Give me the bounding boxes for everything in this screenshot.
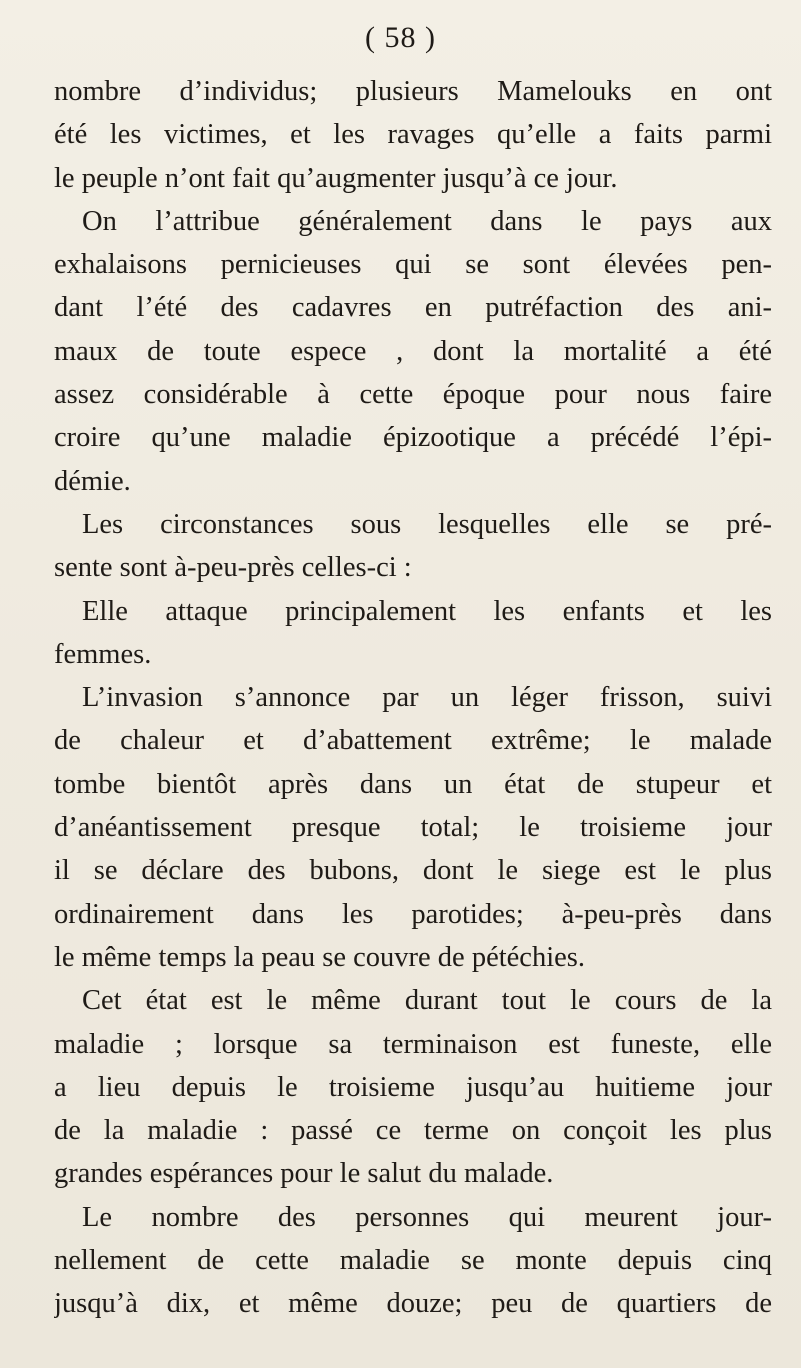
text-line: maux de toute espece , dont la mortalité a été xyxy=(54,335,772,367)
page-number: ( 58 ) xyxy=(365,21,436,54)
text-line: jusqu’à dix, et même douze; peu de quartiers de xyxy=(54,1288,772,1320)
text-line: L’invasion s’annonce par un léger frisson, suivi xyxy=(82,682,772,714)
text-line: Cet état est le même durant tout le cours de la xyxy=(82,985,772,1017)
text-line: de la maladie : passé ce terme on conçoit les plus xyxy=(54,1115,772,1147)
text-line: maladie ; lorsque sa terminaison est funeste, elle xyxy=(54,1028,772,1060)
text-line: le peuple n’ont fait qu’augmenter jusqu’à ce jour. xyxy=(54,162,618,194)
text-line: croire qu’une maladie épizootique a précédé l’épi- xyxy=(54,422,772,454)
text-line: le même temps la peau se couvre de pétéchies. xyxy=(54,941,585,973)
text-line: été les victimes, et les ravages qu’elle a faits parmi xyxy=(54,119,772,151)
text-line: tombe bientôt après dans un état de stupeur et xyxy=(54,768,772,800)
text-line: Les circonstances sous lesquelles elle se pré- xyxy=(82,508,772,540)
text-line: sente sont à-peu-près celles-ci : xyxy=(54,552,412,584)
text-line: il se déclare des bubons, dont le siege est le plus xyxy=(54,855,772,887)
text-line: Le nombre des personnes qui meurent jour- xyxy=(82,1201,772,1233)
text-line: d’anéantissement presque total; le troisieme jour xyxy=(54,812,772,844)
text-line: nombre d’individus; plusieurs Mamelouks en ont xyxy=(54,76,772,107)
text-line: a lieu depuis le troisieme jusqu’au huitieme jour xyxy=(54,1071,772,1103)
text-line: ordinairement dans les parotides; à-peu-près dans xyxy=(54,898,772,930)
text-line: exhalaisons pernicieuses qui se sont élevées pen- xyxy=(54,249,772,281)
text-line: nellement de cette maladie se monte depuis cinq xyxy=(54,1245,772,1277)
text-line: démie. xyxy=(54,465,131,497)
text-line: On l’attribue généralement dans le pays aux xyxy=(82,205,772,237)
text-line: de chaleur et d’abattement extrême; le malade xyxy=(54,725,772,757)
text-line: assez considérable à cette époque pour nous faire xyxy=(54,379,772,411)
text-line: grandes espérances pour le salut du malade. xyxy=(54,1158,554,1190)
text-line: dant l’été des cadavres en putréfaction des ani- xyxy=(54,292,772,324)
text-line: femmes. xyxy=(54,638,152,670)
text-line: Elle attaque principalement les enfants et les xyxy=(82,595,772,627)
body-text xyxy=(54,70,772,1326)
